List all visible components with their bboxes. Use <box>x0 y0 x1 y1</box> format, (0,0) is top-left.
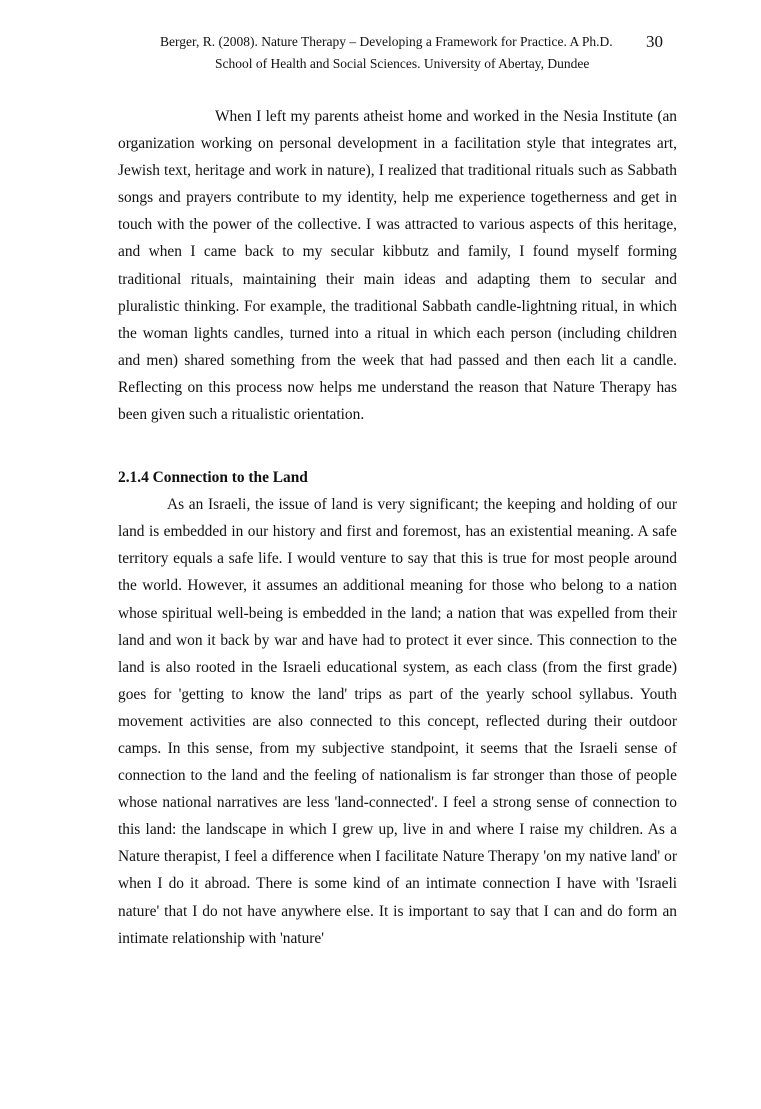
running-header-institution: School of Health and Social Sciences. University of Abertay, Dundee <box>215 56 590 71</box>
body-paragraph: When I left my parents atheist home and worked in the Nesia Institute (an organization working on personal development in a facilitation style that integrates art, Jewish text, heritage and work in nature), I realized that traditional rituals such as Sabbath songs and prayers contribute to my identity, help me experience togetherness and get in touch with the power of the collective. I was attracted to various aspects of this heritage, and when I came back to my secular kibbutz and family, I found myself forming traditional rituals, maintaining their main ideas and adapting them to secular and pluralistic thinking. For example, the traditional Sabbath candle-lightning ritual, in which the woman lights candles, turned into a ritual in which each person (including children and men) shared something from the week that had passed and then each lit a candle. Reflecting on this process now helps me understand the reason that Nature Therapy has been given such a ritualistic orientation. <box>118 108 677 424</box>
body-paragraph: As an Israeli, the issue of land is very significant; the keeping and holding of our land is embedded in our history and first and foremost, has an existential meaning. A safe territory equals a safe life. I would venture to say that this is true for most people around the world. However, it assumes an additional meaning for those who belong to a nation whose spiritual well-being is embedded in the land; a nation that was expelled from their land and won it back by war and have had to protect it ever since. This connection to the land is also rooted in the Israeli educational system, as each class (from the first grade) goes for 'getting to know the land' trips as part of the yearly school syllabus. Youth movement activities are also connected to this concept, reflected during their outdoor camps. In this sense, from my subjective standpoint, it seems that the Israeli sense of connection to the land and the feeling of nationalism is far stronger than those of people whose national narratives are less 'land-connected'. I feel a strong sense of connection to this land: the landscape in which I grew up, live in and where I raise my children. As a Nature therapist, I feel a difference when I facilitate Nature Therapy 'on my native land' or when I do it abroad. There is some kind of an intimate connection I have with 'Israeli nature' that I do not have anywhere else. It is important to say that I can and do form an intimate relationship with 'nature' <box>118 496 677 947</box>
page-number: 30 <box>646 32 663 51</box>
running-header-citation: Berger, R. (2008). Nature Therapy – Developing a Framework for Practice. A Ph.D. <box>160 34 613 49</box>
document-body <box>118 103 677 952</box>
section-heading: 2.1.4 Connection to the Land <box>118 469 308 487</box>
page-header <box>0 32 761 82</box>
